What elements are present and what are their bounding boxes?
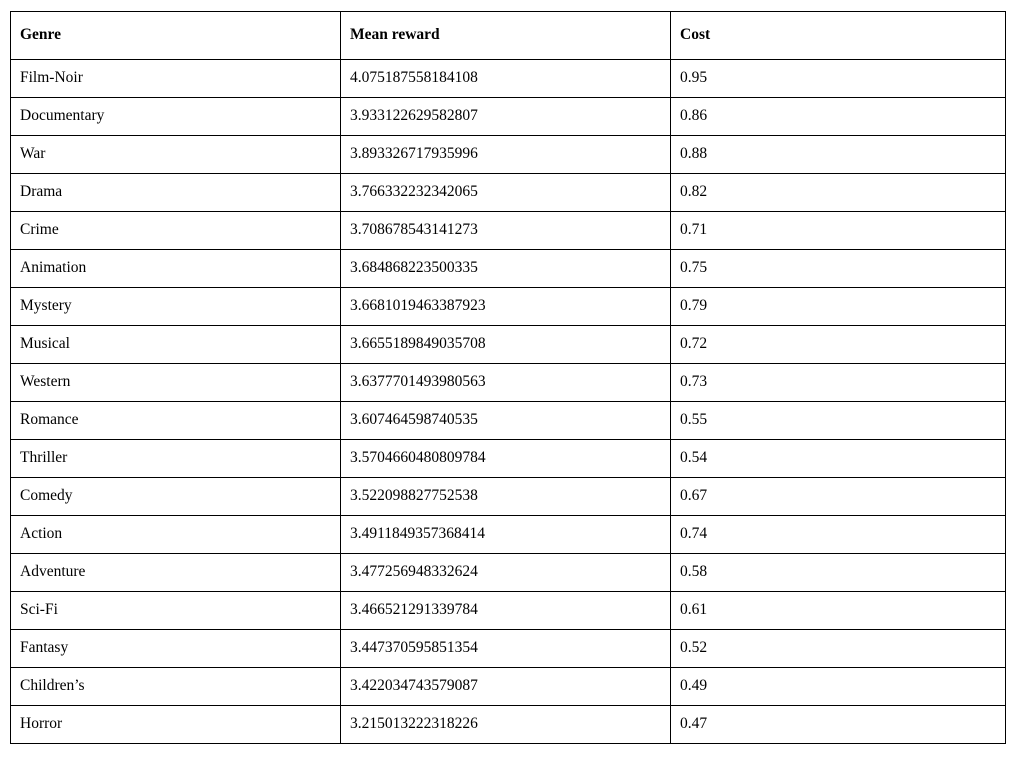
cell-cost: 0.73 [671, 364, 1006, 402]
cell-genre: Crime [11, 212, 341, 250]
table-body [11, 60, 1006, 744]
cell-mean-reward: 3.893326717935996 [341, 136, 671, 174]
cell-cost: 0.88 [671, 136, 1006, 174]
column-header-mean-reward: Mean reward [341, 12, 671, 60]
cell-genre: War [11, 136, 341, 174]
cell-cost: 0.54 [671, 440, 1006, 478]
cell-genre: Adventure [11, 554, 341, 592]
column-header-cost: Cost [671, 12, 1006, 60]
table-row [11, 250, 1006, 288]
cell-mean-reward: 3.933122629582807 [341, 98, 671, 136]
cell-cost: 0.95 [671, 60, 1006, 98]
cell-mean-reward: 3.477256948332624 [341, 554, 671, 592]
cell-genre: Sci-Fi [11, 592, 341, 630]
cell-genre: Drama [11, 174, 341, 212]
cell-genre: Documentary [11, 98, 341, 136]
cell-genre: Animation [11, 250, 341, 288]
cell-mean-reward: 3.447370595851354 [341, 630, 671, 668]
table-row [11, 174, 1006, 212]
table-row [11, 60, 1006, 98]
cell-cost: 0.61 [671, 592, 1006, 630]
table-row [11, 98, 1006, 136]
table-row [11, 478, 1006, 516]
table-row [11, 364, 1006, 402]
table-row [11, 554, 1006, 592]
table-row [11, 668, 1006, 706]
cell-mean-reward: 3.708678543141273 [341, 212, 671, 250]
cell-genre: Mystery [11, 288, 341, 326]
cell-cost: 0.67 [671, 478, 1006, 516]
cell-cost: 0.47 [671, 706, 1006, 744]
cell-cost: 0.58 [671, 554, 1006, 592]
cell-genre: Horror [11, 706, 341, 744]
cell-mean-reward: 3.607464598740535 [341, 402, 671, 440]
cell-cost: 0.49 [671, 668, 1006, 706]
cell-mean-reward: 3.522098827752538 [341, 478, 671, 516]
cell-genre: Musical [11, 326, 341, 364]
cell-genre: Fantasy [11, 630, 341, 668]
genre-reward-table-container [10, 11, 1005, 744]
cell-genre: Action [11, 516, 341, 554]
cell-cost: 0.52 [671, 630, 1006, 668]
cell-cost: 0.86 [671, 98, 1006, 136]
cell-mean-reward: 3.766332232342065 [341, 174, 671, 212]
table-row [11, 440, 1006, 478]
cell-cost: 0.74 [671, 516, 1006, 554]
genre-reward-table [10, 11, 1006, 744]
column-header-genre: Genre [11, 12, 341, 60]
cell-mean-reward: 3.6377701493980563 [341, 364, 671, 402]
cell-genre: Children’s [11, 668, 341, 706]
table-row [11, 326, 1006, 364]
cell-genre: Western [11, 364, 341, 402]
cell-cost: 0.79 [671, 288, 1006, 326]
cell-genre: Film-Noir [11, 60, 341, 98]
cell-cost: 0.72 [671, 326, 1006, 364]
table-header-row [11, 12, 1006, 60]
table-header [11, 12, 1006, 60]
cell-mean-reward: 3.6655189849035708 [341, 326, 671, 364]
table-row [11, 706, 1006, 744]
cell-cost: 0.55 [671, 402, 1006, 440]
table-row [11, 516, 1006, 554]
cell-cost: 0.71 [671, 212, 1006, 250]
cell-mean-reward: 3.6681019463387923 [341, 288, 671, 326]
cell-mean-reward: 3.215013222318226 [341, 706, 671, 744]
cell-mean-reward: 3.466521291339784 [341, 592, 671, 630]
cell-mean-reward: 3.4911849357368414 [341, 516, 671, 554]
cell-genre: Thriller [11, 440, 341, 478]
cell-mean-reward: 3.684868223500335 [341, 250, 671, 288]
table-row [11, 402, 1006, 440]
cell-genre: Comedy [11, 478, 341, 516]
cell-cost: 0.75 [671, 250, 1006, 288]
cell-mean-reward: 3.5704660480809784 [341, 440, 671, 478]
table-row [11, 288, 1006, 326]
table-row [11, 136, 1006, 174]
table-row [11, 592, 1006, 630]
cell-genre: Romance [11, 402, 341, 440]
table-row [11, 630, 1006, 668]
table-row [11, 212, 1006, 250]
cell-mean-reward: 4.075187558184108 [341, 60, 671, 98]
cell-mean-reward: 3.422034743579087 [341, 668, 671, 706]
cell-cost: 0.82 [671, 174, 1006, 212]
